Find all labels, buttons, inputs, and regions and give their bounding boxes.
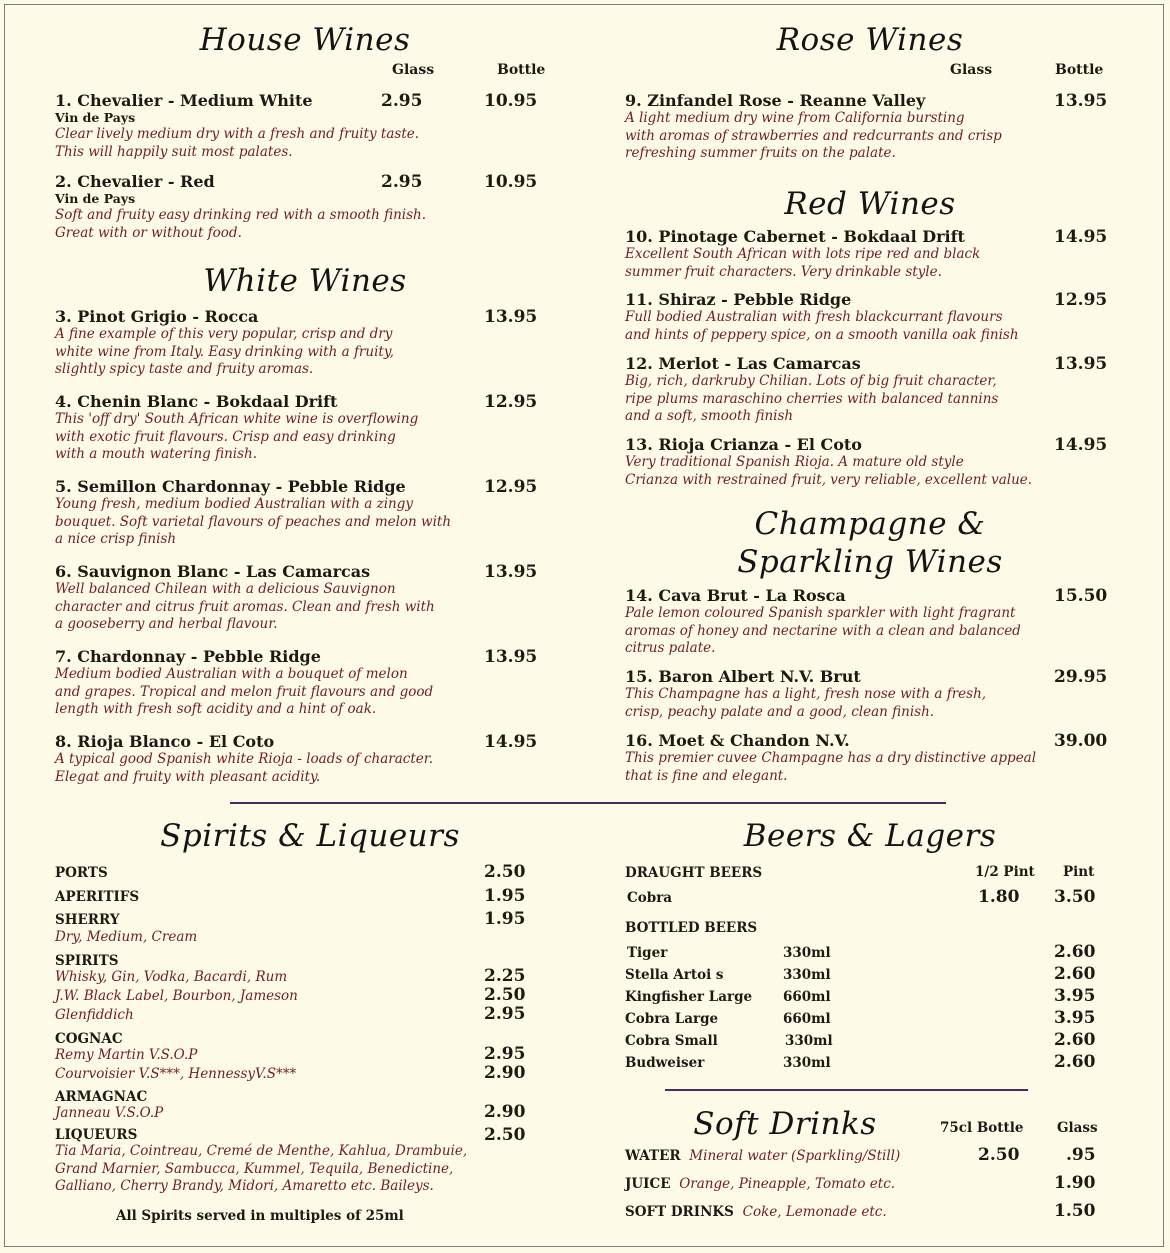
white-wines-heading: White Wines — [203, 263, 407, 299]
spirits-footer-note: All Spirits served in multiples of 25ml — [116, 1208, 404, 1224]
wine-name: 14. Cava Brut - La Rosca — [625, 586, 846, 605]
bottled-beer-price: 3.95 — [1054, 986, 1096, 1006]
juice-row — [625, 1176, 895, 1192]
wine-desc: Soft and fruity easy drinking red with a smooth finish. Great with or without food. — [55, 207, 427, 241]
wine-item-3 — [55, 308, 525, 379]
house-bottle-header: Bottle — [497, 62, 546, 78]
soft-drinks-label: SOFT DRINKS — [625, 1204, 734, 1220]
wine-1-glass-price: 2.95 — [381, 91, 423, 111]
spirits-line-price: 2.25 — [484, 966, 526, 986]
wine-name: 13. Rioja Crianza - El Coto — [625, 435, 862, 454]
soft-drinks-heading: Soft Drinks — [693, 1106, 877, 1142]
ports-label: PORTS — [55, 865, 108, 881]
wine-name: 16. Moet & Chandon N.V. — [625, 731, 850, 750]
wine-item-6 — [55, 563, 525, 634]
wine-name: 2. Chevalier - Red — [55, 172, 215, 191]
bottled-beer-name: Kingfisher Large — [625, 989, 753, 1005]
cognac-label: COGNAC — [55, 1031, 123, 1047]
wine-item-1 — [55, 91, 538, 161]
wine-desc: A fine example of this very popular, crisp and dry white wine from Italy. Easy drinking with a fruity, slightly spicy taste and fruity aromas. — [55, 326, 394, 377]
water-desc: Mineral water (Sparkling/Still) — [689, 1148, 901, 1164]
rose-wines-heading: Rose Wines — [776, 22, 964, 58]
wine-item-14 — [625, 587, 1055, 658]
wine-name: 4. Chenin Blanc - Bokdaal Drift — [55, 392, 338, 411]
armagnac-label: ARMAGNAC — [55, 1089, 148, 1105]
wine-desc: A light medium dry wine from California bursting with aromas of strawberries and redcurrants and crisp refreshing summer fruits on the palate. — [625, 110, 1002, 161]
wine-name: 12. Merlot - Las Camarcas — [625, 354, 861, 373]
bottled-beer-size: 330ml — [783, 967, 831, 983]
beers-divider — [665, 1089, 1028, 1091]
bottled-beer-name: Tiger — [627, 945, 668, 961]
aperitifs-label: APERITIFS — [55, 889, 140, 905]
red-wines-heading: Red Wines — [784, 186, 956, 222]
half-pint-header: 1/2 Pint — [975, 864, 1035, 880]
soft-glass-header: Glass — [1057, 1120, 1098, 1136]
wine-1-bottle-price: 10.95 — [484, 91, 538, 111]
wine-6-price: 13.95 — [484, 562, 538, 582]
wine-14-price: 15.50 — [1054, 586, 1108, 606]
wine-item-2 — [55, 172, 538, 242]
champagne-heading-line1: Champagne & — [754, 506, 986, 542]
wine-name: 9. Zinfandel Rose - Reanne Valley — [625, 91, 926, 110]
juice-glass-price: 1.90 — [1054, 1173, 1096, 1193]
wine-desc: Pale lemon coloured Spanish sparkler with light fragrant aromas of honey and nectarine with a clean and balanced citrus palate. — [625, 605, 1021, 656]
wine-16-price: 39.00 — [1054, 731, 1108, 751]
wine-item-13 — [625, 436, 1055, 489]
wine-sub: Vin de Pays — [55, 191, 136, 206]
liqueurs-desc: Tia Maria, Cointreau, Cremé de Menthe, Kahlua, Drambuie, Grand Marnier, Sambucca, Kummel, Tequila, Benedictine, Galliano, Cherry Brandy, Midori, Amaretto etc. Baileys. — [55, 1143, 468, 1194]
cobra-draught-name: Cobra — [627, 890, 673, 906]
wine-name: 11. Shiraz - Pebble Ridge — [625, 290, 852, 309]
wine-2-glass-price: 2.95 — [381, 172, 423, 192]
wine-name: 1. Chevalier - Medium White — [55, 91, 313, 110]
wine-3-price: 13.95 — [484, 307, 538, 327]
wine-desc: A typical good Spanish white Rioja - loads of character. Elegat and fruity with pleasant acidity. — [55, 751, 434, 785]
cobra-pint-price: 3.50 — [1054, 887, 1096, 907]
wine-item-4 — [55, 393, 525, 464]
wine-sub: Vin de Pays — [55, 110, 136, 125]
sherry-label: SHERRY — [55, 912, 120, 928]
wine-2-bottle-price: 10.95 — [484, 172, 538, 192]
spirits-line: Glenfiddich — [55, 1007, 134, 1023]
wine-10-price: 14.95 — [1054, 227, 1108, 247]
ports-price: 2.50 — [484, 862, 526, 882]
wine-desc: This premier cuvee Champagne has a dry distinctive appeal that is fine and elegant. — [625, 750, 1037, 784]
wine-item-8 — [55, 733, 525, 786]
spirits-label: SPIRITS — [55, 953, 119, 969]
aperitifs-price: 1.95 — [484, 886, 526, 906]
wine-item-5 — [55, 478, 525, 549]
wine-desc: This 'off dry' South African white wine is overflowing with exotic fruit flavours. Crisp and easy drinking with a mouth watering finish. — [55, 411, 419, 462]
wine-15-price: 29.95 — [1054, 667, 1108, 687]
bottled-beers-label: BOTTLED BEERS — [625, 920, 758, 936]
wine-4-price: 12.95 — [484, 392, 538, 412]
rose-bottle-header: Bottle — [1055, 62, 1104, 78]
wine-item-7 — [55, 648, 525, 719]
wine-12-price: 13.95 — [1054, 354, 1108, 374]
cobra-half-price: 1.80 — [978, 887, 1020, 907]
bottled-beer-name: Budweiser — [625, 1055, 705, 1071]
sherry-price: 1.95 — [484, 909, 526, 929]
water-row — [625, 1148, 900, 1164]
bottled-beer-name: Cobra Large — [625, 1011, 719, 1027]
juice-label: JUICE — [625, 1176, 671, 1192]
juice-desc: Orange, Pineapple, Tomato etc. — [679, 1176, 896, 1192]
wine-item-9 — [625, 92, 1055, 163]
water-glass-price: .95 — [1066, 1145, 1096, 1165]
wine-desc: Clear lively medium dry with a fresh and fruity taste. This will happily suit most palates. — [55, 126, 420, 160]
cognac-line: Courvoisier V.S***, HennessyV.S*** — [55, 1066, 297, 1082]
bottled-beer-size: 330ml — [785, 1033, 833, 1049]
wine-desc: Young fresh, medium bodied Australian with a zingy bouquet. Soft varietal flavours of peaches and melon with a nice crisp finish — [55, 496, 452, 547]
armagnac-line: Janneau V.S.O.P — [55, 1105, 164, 1121]
water-label: WATER — [625, 1148, 681, 1164]
spirits-line: Whisky, Gin, Vodka, Bacardi, Rum — [55, 969, 288, 985]
cognac-line-price: 2.90 — [484, 1063, 526, 1083]
soft-drinks-glass-price: 1.50 — [1054, 1201, 1096, 1221]
wine-item-10 — [625, 228, 1055, 281]
spirits-heading: Spirits & Liqueurs — [160, 818, 460, 854]
draught-beers-label: DRAUGHT BEERS — [625, 865, 763, 881]
bottled-beer-price: 3.95 — [1054, 1008, 1096, 1028]
spirits-line-price: 2.50 — [484, 985, 526, 1005]
wine-name: 7. Chardonnay - Pebble Ridge — [55, 647, 321, 666]
liqueurs-price: 2.50 — [484, 1125, 526, 1145]
wine-desc: Excellent South African with lots ripe red and black summer fruit characters. Very drinkable style. — [625, 246, 981, 280]
beers-heading: Beers & Lagers — [743, 818, 997, 854]
bottled-beer-size: 660ml — [783, 1011, 831, 1027]
bottled-beer-price: 2.60 — [1054, 964, 1096, 984]
spirits-line: J.W. Black Label, Bourbon, Jameson — [55, 988, 298, 1004]
wine-item-11 — [625, 291, 1055, 344]
wine-name: 8. Rioja Blanco - El Coto — [55, 732, 275, 751]
bottled-beer-size: 330ml — [783, 1055, 831, 1071]
soft-bottle-header: 75cl Bottle — [940, 1120, 1024, 1136]
house-wines-heading: House Wines — [199, 22, 411, 58]
bottled-beer-size: 330ml — [783, 945, 831, 961]
pint-header: Pint — [1063, 864, 1095, 880]
wine-name: 3. Pinot Grigio - Rocca — [55, 307, 259, 326]
wine-name: 6. Sauvignon Blanc - Las Camarcas — [55, 562, 371, 581]
wine-desc: Full bodied Australian with fresh blackcurrant flavours and hints of peppery spice, on a smooth vanilla oak finish — [625, 309, 1019, 343]
bottled-beer-price: 2.60 — [1054, 942, 1096, 962]
wine-11-price: 12.95 — [1054, 290, 1108, 310]
armagnac-line-price: 2.90 — [484, 1102, 526, 1122]
wine-desc: Very traditional Spanish Rioja. A mature old style Crianza with restrained fruit, very reliable, excellent value. — [625, 454, 1033, 488]
wine-name: 5. Semillon Chardonnay - Pebble Ridge — [55, 477, 406, 496]
bottled-beer-name: Stella Artoi s — [625, 967, 724, 983]
wine-13-price: 14.95 — [1054, 435, 1108, 455]
wine-item-16 — [625, 732, 1055, 785]
wine-9-price: 13.95 — [1054, 91, 1108, 111]
house-glass-header: Glass — [392, 62, 435, 78]
wine-desc: Well balanced Chilean with a delicious Sauvignon character and citrus fruit aromas. Clean and fresh with a gooseberry and herbal flavour. — [55, 581, 435, 632]
soft-drinks-desc: Coke, Lemonade etc. — [742, 1204, 887, 1220]
wine-desc: Medium bodied Australian with a bouquet of melon and grapes. Tropical and melon fruit flavours and good length with fresh soft acidity and a hint of oak. — [55, 666, 434, 717]
section-divider — [230, 802, 946, 804]
water-bottle-price: 2.50 — [978, 1145, 1020, 1165]
liqueurs-label: LIQUEURS — [55, 1127, 138, 1143]
wine-8-price: 14.95 — [484, 732, 538, 752]
wine-item-15 — [625, 668, 1055, 721]
wine-item-12 — [625, 355, 1055, 426]
bottled-beer-price: 2.60 — [1054, 1030, 1096, 1050]
wine-7-price: 13.95 — [484, 647, 538, 667]
wine-desc: Big, rich, darkruby Chilian. Lots of big fruit character, ripe plums maraschino cherries with balanced tannins and a soft, smooth finish — [625, 373, 999, 424]
wine-name: 15. Baron Albert N.V. Brut — [625, 667, 861, 686]
spirits-line-price: 2.95 — [484, 1004, 526, 1024]
wine-5-price: 12.95 — [484, 477, 538, 497]
sherry-desc: Dry, Medium, Cream — [55, 929, 198, 945]
cognac-line-price: 2.95 — [484, 1044, 526, 1064]
bottled-beer-price: 2.60 — [1054, 1052, 1096, 1072]
bottled-beer-size: 660ml — [783, 989, 831, 1005]
wine-name: 10. Pinotage Cabernet - Bokdaal Drift — [625, 227, 965, 246]
champagne-heading-line2: Sparkling Wines — [737, 544, 1003, 580]
soft-drinks-row — [625, 1204, 887, 1220]
rose-glass-header: Glass — [950, 62, 993, 78]
bottled-beer-name: Cobra Small — [625, 1033, 718, 1049]
cognac-line: Remy Martin V.S.O.P — [55, 1047, 198, 1063]
wine-desc: This Champagne has a light, fresh nose with a fresh, crisp, peachy palate and a good, clean finish. — [625, 686, 987, 720]
